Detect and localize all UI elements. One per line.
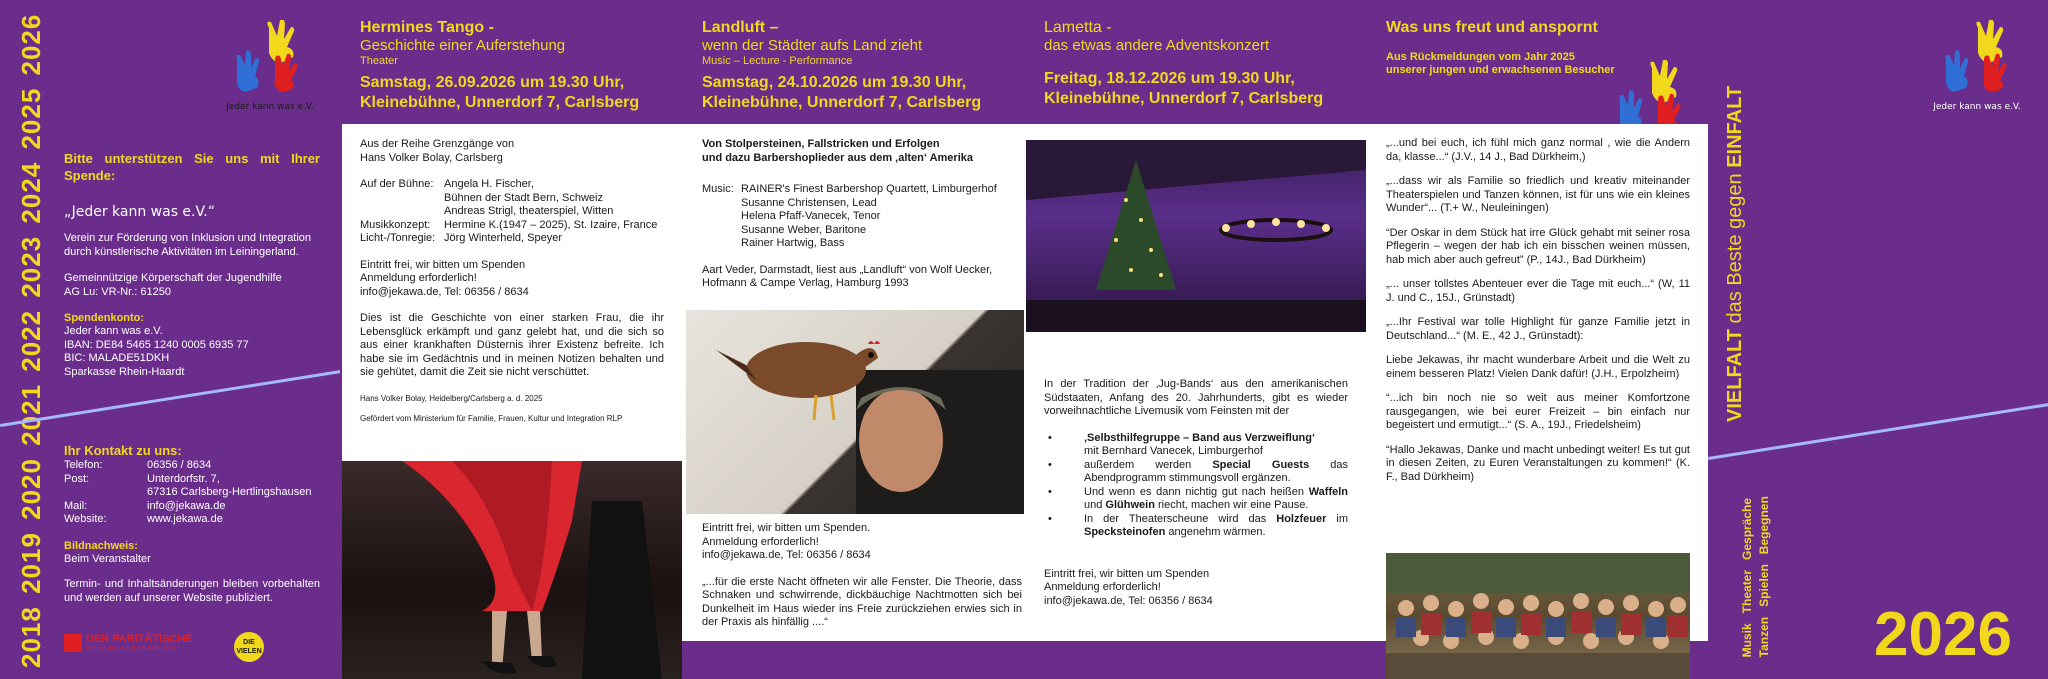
col3-bullet xyxy=(1044,513,1348,540)
col4-body xyxy=(1386,137,1690,484)
col3-date: Freitag, 18.12.2026 um 19.30 Uhr, xyxy=(1044,70,1295,87)
col2-venue: Kleinebühne, Unnerdorf 7, Carlsberg xyxy=(702,94,982,111)
right-divider-line xyxy=(1708,403,2048,460)
col1-reihe-1: Aus der Reihe Grenzgänge von xyxy=(360,138,515,150)
kontakt-website[interactable]: www.jekawa.de xyxy=(147,513,223,525)
col3-title: Lametta - xyxy=(1044,19,1112,36)
special-guests: Special Guests xyxy=(1212,458,1310,471)
text: In der Theaterscheune wird das xyxy=(1084,512,1277,525)
specksteinofen: Specksteinofen xyxy=(1084,526,1166,538)
gemein-1: Gemeinnützige Körperschaft der Jugendhilfe xyxy=(64,272,282,284)
col1-story: Dies ist die Geschichte von einer starken Frau, die ihr Lebensglück erkämpft und ganz gelebt hat, und die sich so aus einer krankhaften Düsternis ihrer Existenz befreite. Ich habe sie im Gedächtnis und in meinen Notizen behalten und sie gehütet, damit die Zeit sie nicht verschüttet. xyxy=(360,312,664,378)
col1-signature: Hans Volker Bolay, Heidelberg/Carlsberg a. d. 2025 xyxy=(360,393,543,403)
sponsor-paritaetische xyxy=(64,632,214,658)
feedback-quote: „...Ihr Festival war tolle Highlight für ganze Familie jetzt in Deutschland...“ (M. E., 42 J., Grünstadt): xyxy=(1386,316,1690,342)
col2-lower xyxy=(702,522,1022,630)
music-member: Helena Pfaff-Vanecek, Tenor xyxy=(741,210,881,222)
col3-header xyxy=(1044,18,1364,109)
col3-venue: Kleinebühne, Unnerdorf 7, Carlsberg xyxy=(1044,90,1324,107)
chicken-image xyxy=(686,310,1024,514)
col3-anmeldung: Anmeldung erforderlich! xyxy=(1044,581,1161,593)
cast-key: Licht-/Tonregie: xyxy=(360,232,436,244)
col2-reader: Aart Veder, Darmstadt, liest aus „Landluft“ von Wolf Uecker, Hofmann & Campe Verlag, Hamburg 1993 xyxy=(702,263,993,289)
bildnachweis: Beim Veranstalter xyxy=(64,552,151,565)
year-big: 2026 xyxy=(1874,600,2012,669)
gemein-2: AG Lu: VR-Nr.: 61250 xyxy=(64,285,171,298)
feedback-quote: „... unser tollstes Abenteuer ever die Tage mit euch...“ (W, 11 J. und C., 15J., Grünstadt) xyxy=(1386,278,1690,304)
music-member: Susanne Weber, Baritone xyxy=(741,223,867,236)
hands-icon xyxy=(1938,20,2018,98)
sponsor-2-name: DIE VIELEN xyxy=(236,639,262,655)
slogan-middle: das Beste gegen xyxy=(1724,167,1746,330)
music-member: RAINER's Finest Barbershop Quartett, Limburgerhof xyxy=(741,183,997,195)
kontakt-key: Website: xyxy=(64,513,107,525)
col2-intro-1: Von Stolpersteinen, Fallstricken und Erfolgen xyxy=(702,138,940,150)
col2-music-table xyxy=(702,183,997,251)
music-label: Music: xyxy=(702,183,734,195)
purple-gap-bottom-2 xyxy=(1364,641,1384,679)
paritaetische-icon xyxy=(64,634,82,652)
kontakt-table xyxy=(64,459,311,527)
text: außerdem werden xyxy=(1084,458,1213,471)
tango-image xyxy=(342,461,682,679)
col3-intro: In der Tradition der ‚Jug-Bands‘ aus den amerikanischen Südstaaten, Anfang des 20. Jahrhunderts, gibt es wieder vorweihnachtliche Livemusik vom Feinsten mit der xyxy=(1044,378,1348,417)
logo-text: Jeder kann was e.V. xyxy=(1933,102,2021,112)
right-logo xyxy=(1922,20,2032,120)
col2-date: Samstag, 24.10.2026 um 19.30 Uhr, xyxy=(702,74,967,91)
kontakt-key xyxy=(64,486,147,500)
col3-contact[interactable]: info@jekawa.de, Tel: 06356 / 8634 xyxy=(1044,594,1213,607)
cast-value: Bühnen der Stadt Bern, Schweiz xyxy=(444,191,603,204)
col4-header xyxy=(1386,18,1646,77)
chandelier-image xyxy=(1026,140,1366,332)
col1-body xyxy=(360,138,664,424)
org-desc: Verein zur Förderung von Inklusion und Integration durch künstlerische Aktivitäten im Leiningerland. xyxy=(64,232,312,258)
org-name: „Jeder kann was e.V.“ xyxy=(64,204,215,220)
col1-contact[interactable]: info@jekawa.de, Tel: 06356 / 8634 xyxy=(360,285,529,298)
slogan-vielfalt: VIELFALT xyxy=(1724,329,1746,422)
group-illustration xyxy=(1386,553,1690,679)
konto-line: Jeder kann was e.V. xyxy=(64,325,163,337)
col1-anmeldung: Anmeldung erforderlich! xyxy=(360,272,477,284)
left-panel-text xyxy=(64,150,320,379)
col1-cast-table xyxy=(360,178,657,246)
tags-line-2: Tanzen Spielen Begegnen xyxy=(1757,496,1771,658)
kontakt-post: Unterdorfstr. 7, xyxy=(147,472,220,485)
kontakt-mail[interactable]: info@jekawa.de xyxy=(147,499,226,512)
col1-subtitle: Geschichte einer Auferstehung xyxy=(360,37,566,54)
feedback-quote: “...ich bin noch nie so weit aus meiner Komfortzone rausgegangen, wie bei eurer Freizeit – bin einfach nur begeistert und ermutigt...“ (S. A., 19J., Friedelsheim) xyxy=(1386,392,1690,431)
kontakt-post-city: 67316 Carlsberg-Hertlingshausen xyxy=(147,486,312,498)
feedback-quote: “Der Oskar in dem Stück hat irre Glück gehabt mit seiner rosa Pflegerin – wegen der hab ich ein bisschen weinen müssen, hab mich aber auch gefreut” (P., 14J., Bad Dürkheim) xyxy=(1386,226,1690,266)
feedback-quote: „...dass wir als Familie so friedlich und kreativ miteinander Theaterspielen und Tanzen können, ist für uns wie ein kleines Wunder“... (T.+ W., Neuleiningen) xyxy=(1386,175,1690,214)
col4-intro-1: Aus Rückmeldungen vom Jahr 2025 xyxy=(1386,51,1575,63)
logo-text: Jeder kann was e.V. xyxy=(226,102,314,112)
col1-title: Hermines Tango - xyxy=(360,19,494,36)
text: im xyxy=(1326,512,1348,525)
konto-line: IBAN: DE84 5465 1240 0005 6935 77 xyxy=(64,338,249,351)
slogan-vertical xyxy=(1724,22,1747,422)
group-photo xyxy=(1386,553,1690,679)
termin-note: Termin- und Inhaltsänderungen bleiben vorbehalten und werden auf unserer Website publiziert. xyxy=(64,578,320,604)
bildnachweis-heading: Bildnachweis: xyxy=(64,539,138,552)
sponsor-die-vielen xyxy=(234,632,264,662)
col1-genre: Theater xyxy=(360,55,398,67)
sponsor-1-sub: RHEINLAND-PFALZ/SAARLAND xyxy=(86,646,176,652)
left-panel-contact xyxy=(64,444,320,605)
col2-anmeldung: Anmeldung erforderlich! xyxy=(702,535,819,548)
kontakt-heading: Ihr Kontakt zu uns: xyxy=(64,443,182,458)
col3-subtitle: das etwas andere Adventskonzert xyxy=(1044,37,1270,54)
col1-eintritt: Eintritt frei, wir bitten um Spenden xyxy=(360,258,526,271)
purple-gap-bottom xyxy=(682,641,1027,679)
spendenkonto-heading: Spendenkonto: xyxy=(64,312,145,324)
purple-gap-bottom-3 xyxy=(1690,641,1708,679)
man-with-chicken-illustration xyxy=(686,310,1024,514)
col2-title: Landluft – xyxy=(702,19,779,36)
col3-bullet xyxy=(1044,486,1348,513)
cast-key xyxy=(360,192,444,206)
feedback-quote: “Hallo Jekawas, Danke und macht unbedingt weiter! Es tut gut in diesen Zeiten, zu Euren Veranstaltungen zu kommen!“ (K. F., Bad Dürkheim) xyxy=(1386,443,1690,483)
cast-key: Auf der Bühne: xyxy=(360,178,434,190)
col4-title: Was uns freut und anspornt xyxy=(1386,19,1598,36)
band-name: ‚Selbsthilfegruppe – Band aus Verzweiflung‘ xyxy=(1084,431,1316,444)
sponsor-1-name: DER PARITÄTISCHE xyxy=(86,633,193,645)
col3-list xyxy=(1044,432,1348,540)
text: Und wenn es dann nichtig gut nach heißen xyxy=(1084,485,1309,498)
holzfeuer: Holzfeuer xyxy=(1276,512,1327,525)
years-vertical: 2018 2019 2020 2021 2022 2023 2024 2025 2026 xyxy=(16,13,46,668)
gluehwein: Glühwein xyxy=(1105,499,1155,511)
dancer-illustration xyxy=(342,461,682,679)
kontakt-key: Mail: xyxy=(64,499,88,512)
music-member: Susanne Christensen, Lead xyxy=(741,196,877,209)
col2-intro-2: und dazu Barbershoplieder aus dem ‚alten‘ Amerika xyxy=(702,151,973,164)
col3-eintritt: Eintritt frei, wir bitten um Spenden xyxy=(1044,567,1210,580)
col2-subtitle: wenn der Städter aufs Land zieht xyxy=(702,37,923,54)
waffeln: Waffeln xyxy=(1308,485,1348,498)
col4-intro-2: unserer jungen und erwachsenen Besucher xyxy=(1386,64,1615,76)
col2-body xyxy=(702,138,1022,291)
cast-value: Angela H. Fischer, xyxy=(444,178,534,190)
col1-date: Samstag, 26.09.2026 um 19.30 Uhr, xyxy=(360,74,625,91)
cast-value: Jörg Winterheld, Speyer xyxy=(444,232,562,244)
kontakt-phone: 06356 / 8634 xyxy=(147,459,212,471)
kontakt-key: Telefon: xyxy=(64,459,103,471)
band-member: mit Bernhard Vanecek, Limburgerhof xyxy=(1084,445,1263,457)
feedback-quote: „...und bei euch, ich fühl mich ganz normal , wie die Andern da, klasse...“ (J.V., 14 J., Bad Dürkheim,) xyxy=(1386,137,1690,163)
tags-line-1: Musik Theater Gespräche xyxy=(1740,497,1754,658)
kontakt-key: Post: xyxy=(64,472,90,485)
cast-value: Hermine K.(1947 – 2025), St. Izaire, France xyxy=(444,218,658,231)
col3-bullet xyxy=(1044,459,1348,486)
slogan-einfalt: EINFALT xyxy=(1724,85,1746,168)
col1-reihe-2: Hans Volker Bolay, Carlsberg xyxy=(360,151,503,164)
cast-key xyxy=(360,205,444,219)
col3-bullet xyxy=(1044,432,1348,459)
cast-value: Andreas Strigl, theaterspiel, Witten xyxy=(444,205,614,217)
col2-eintritt: Eintritt frei, wir bitten um Spenden. xyxy=(702,522,871,534)
col1-venue: Kleinebühne, Unnerdorf 7, Carlsberg xyxy=(360,94,640,111)
col2-header xyxy=(702,18,1022,113)
support-heading: Bitte unterstützen Sie uns mit Ihrer Spende: xyxy=(64,151,320,183)
text: riecht, machen wir eine Pause. xyxy=(1154,499,1309,511)
col3-body xyxy=(1044,378,1348,608)
christmas-tree-illustration xyxy=(1026,140,1366,332)
left-logo xyxy=(215,20,325,120)
konto-line: Sparkasse Rhein-Haardt xyxy=(64,365,185,378)
col2-genre: Music – Lecture - Performance xyxy=(702,55,853,67)
col2-quote: „...für die erste Nacht öffneten wir alle Fenster. Die Theorie, dass Schnaken und schwirrende, dickbäuchige Nachtmotten sich bei Dunkelheit im Haus wieder ins Freie zurückziehen erwies sich in der Praxis als hinfällig ....“ xyxy=(702,575,1022,628)
col1-header xyxy=(360,18,680,113)
text: angenehm wärmen. xyxy=(1165,526,1266,538)
cast-key: Musikkonzept: xyxy=(360,218,431,231)
text: das Abendprogramm stimmungsvoll ergänzen. xyxy=(1084,458,1348,484)
music-member: Rainer Hartwig, Bass xyxy=(741,237,845,249)
tags-vertical-2 xyxy=(1743,464,1771,664)
text: und xyxy=(1084,499,1106,511)
hands-icon xyxy=(229,20,309,98)
konto-line: BIC: MALADE51DKH xyxy=(64,352,170,364)
col2-contact[interactable]: info@jekawa.de, Tel: 06356 / 8634 xyxy=(702,549,871,561)
feedback-quote: Liebe Jekawas, ihr macht wunderbare Arbeit und die Welt zu einem besseren Platz! Vielen Dank dafür! (J.H., Erpolzheim) xyxy=(1386,354,1690,380)
col1-funding: Gefördert vom Ministerium für Familie, Frauen, Kultur und Integration RLP xyxy=(360,413,623,423)
